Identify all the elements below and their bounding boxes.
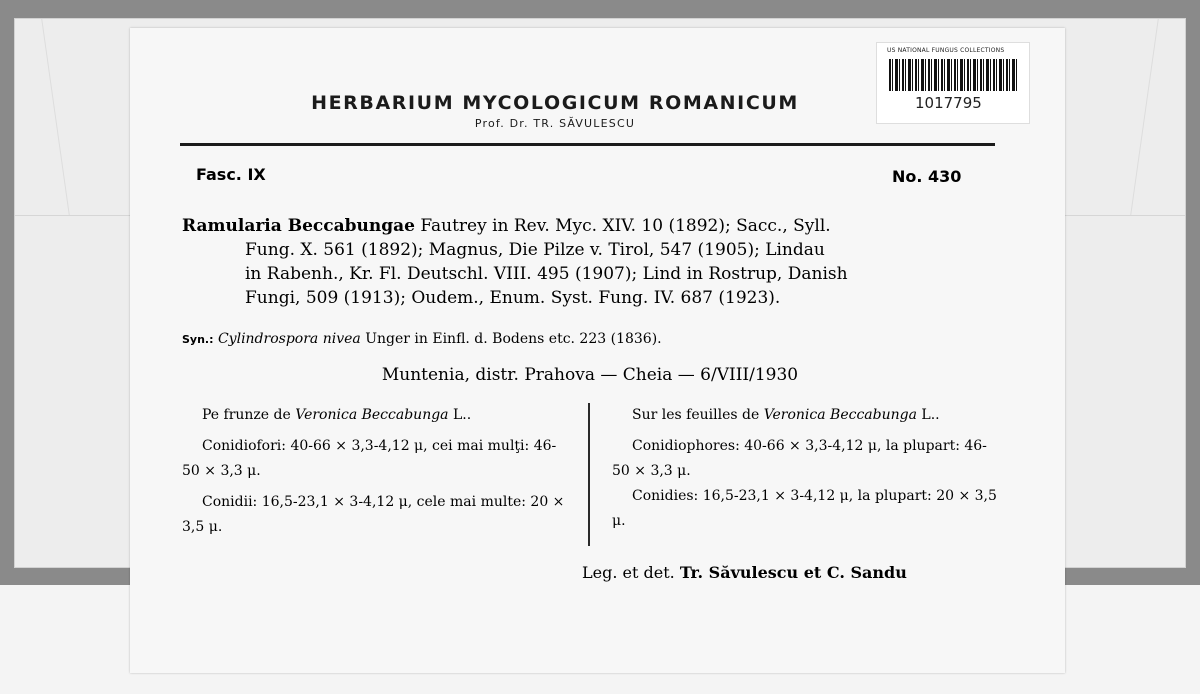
citation-line: Fungi, 509 (1913); Oudem., Enum. Syst. Fung. IV. 687 (1923). [245, 288, 781, 308]
column-divider [588, 403, 590, 546]
citation-text: Fautrey in Rev. Myc. XIV. 10 (1892); Sacc., Syll. [414, 216, 831, 236]
host-name: Veronica Beccabunga [295, 407, 449, 423]
host-suffix: L.. [448, 407, 472, 423]
species-name: Ramularia Beccabungae [182, 216, 415, 236]
host-name: Veronica Beccabunga [763, 407, 917, 423]
envelope-fold-right [1130, 19, 1159, 215]
synonym [182, 331, 662, 347]
envelope-fold-left [41, 19, 70, 215]
locality: Muntenia, distr. Prahova — Cheia — 6/VIII/1930 [381, 365, 799, 385]
legit-prefix: Leg. et det. [582, 563, 680, 582]
french-description [612, 403, 1002, 534]
barcode-caption: US NATIONAL FUNGUS COLLECTIONS [887, 47, 1005, 54]
host-prefix: Pe frunze de [202, 407, 296, 423]
collector-line [582, 563, 907, 582]
synonym-label: Syn.: [182, 333, 214, 346]
citation-line: Fung. X. 561 (1892); Magnus, Die Pilze v. Tirol, 547 (1905); Lindau [245, 240, 825, 260]
synonym-name: Cylindrospora nivea [217, 331, 361, 347]
header-rule [180, 143, 995, 146]
synonym-reference: Unger in Einfl. d. Bodens etc. 223 (1836). [360, 331, 662, 347]
citation-line: in Rabenh., Kr. Fl. Deutschl. VIII. 495 (1907); Lind in Rostrup, Danish [245, 264, 848, 284]
herbarium-title: HERBARIUM MYCOLOGICUM ROMANICUM [311, 92, 799, 114]
herbarium-subtitle: Prof. Dr. TR. SĂVULESCU [474, 117, 636, 130]
french-conidia: Conidies: 16,5-23,1 × 3-4,12 μ, la plupart: 20 × 3,5 μ. [612, 488, 997, 529]
collector-names: Tr. Săvulescu et C. Sandu [679, 563, 907, 582]
romanian-description [182, 403, 567, 540]
citation-line [182, 214, 997, 238]
romanian-conidiophores: Conidiofori: 40-66 × 3,3-4,12 μ, cei mai mulţi: 46-50 × 3,3 μ. [182, 438, 557, 479]
host-prefix: Sur les feuilles de [632, 407, 764, 423]
french-conidiophores: Conidiophores: 40-66 × 3,3-4,12 μ, la plupart: 46-50 × 3,3 μ. [612, 438, 987, 479]
host-suffix: L.. [916, 407, 940, 423]
barcode-bars [889, 59, 1017, 91]
french-host [612, 403, 1002, 428]
romanian-conidia: Conidii: 16,5-23,1 × 3-4,12 μ, cele mai multe: 20 × 3,5 μ. [182, 494, 565, 535]
specimen-number: No. 430 [892, 167, 962, 186]
romanian-host [182, 403, 567, 428]
citation [182, 214, 997, 310]
barcode-number: 1017795 [915, 94, 982, 112]
fascicle: Fasc. IX [196, 165, 266, 184]
